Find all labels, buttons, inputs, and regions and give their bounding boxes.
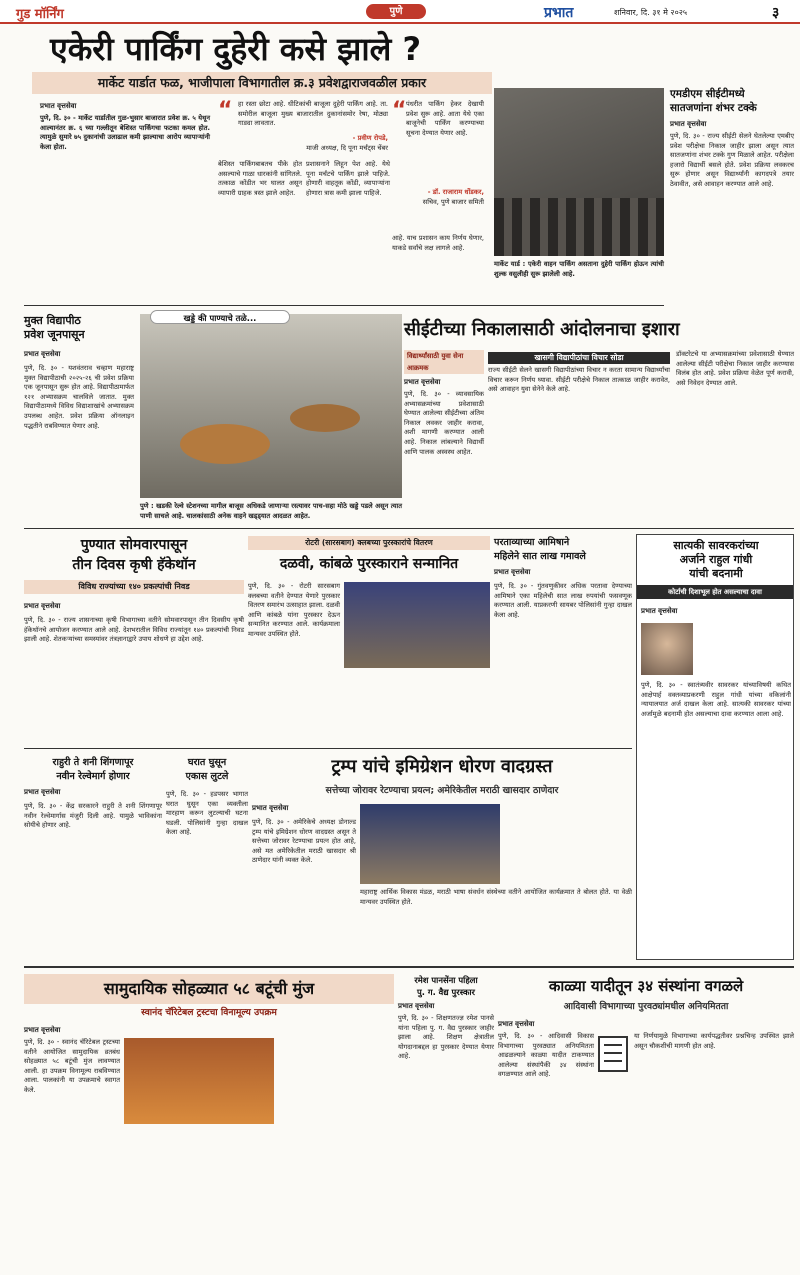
masthead [0, 0, 800, 24]
kali-headline: काळ्या यादीतून ३४ संस्थांना वगळले [548, 977, 744, 995]
rahuri-story [24, 752, 162, 962]
section-label: गुड मॉर्निंग [16, 7, 64, 22]
savarkar-bar: कोर्टाची दिशाभूल होत असल्याचा दावा [637, 585, 793, 599]
paratava-body: पुणे, दि. ३० - गुंतवणुकीवर अधिक परतावा देण्याच्या आमिषाने एका महिलेची सात लाख रुपयांची फसवणूक करण्यात आली. याप्रकरणी सायबर पोलिसांनी गुन्हा दाखल केला आहे. [494, 582, 632, 619]
samudayik-story [24, 972, 394, 1268]
checklist-icon-line [604, 1060, 622, 1062]
savarkar-headline-1: सात्यकी सावरकरांच्या [673, 539, 759, 552]
ghar-headline-1: घरात घुसून [187, 757, 227, 768]
rotary-top: रोटरी (सारसबाग) क्लबच्या पुरस्कारांचे वितरण [248, 536, 490, 550]
lead-col-a: बेशिस्त पार्किंगबाबतच पीके होत असल्याचे गाळा धारकांनी सांगितले. तत्काळ कोंडीत भर घालत असून व्यापारी ग्राहक त्रस्त झाले आहेत. [218, 160, 302, 197]
pothole-label: खड्डे की पाण्याचे तळे... [150, 310, 290, 324]
mukt-body: पुणे, दि. ३० - यशवंतराव चव्हाण महाराष्ट्र मुक्त विद्यापीठाची २०२५-२६ ची प्रवेश प्रक्रिया एक जूनपासून सुरू होत आहे. विद्यापीठामार्फत १२१ अभ्यासक्रम चालविले जातात. मुक्त विद्यापीठामध्ये विविध विद्याशाखांचे अभ्यासक्रम उपलब्ध आहेत. प्रवेश प्रक्रिया ऑनलाइन पद्धतीने राबविण्यात येणार आहे. [24, 364, 134, 430]
divider [24, 528, 794, 529]
checklist-icon-line [604, 1052, 622, 1054]
lead-photo-caption: मार्केट यार्ड : एकेरी वाहन पार्किंग असताना दुहेरी पार्किंग होऊन त्यांची शुल्क वसुलीही सुरू झालेली आहे. [494, 260, 664, 278]
lead-byline: प्रभात वृत्तसेवा [40, 102, 77, 110]
pothole-shape [180, 424, 270, 464]
mdm-byline: प्रभात वृत्तसेवा [670, 120, 707, 128]
lead-headline: एकेरी पार्किंग दुहेरी कसे झाले ? [50, 30, 422, 68]
trump-byline: प्रभात वृत्तसेवा [252, 804, 289, 812]
checklist-icon-line [604, 1044, 622, 1046]
quote-box-2 [392, 100, 484, 230]
cet-headline: सीईटीच्या निकालासाठी आंदोलनाचा इशारा [404, 319, 680, 340]
lead-subhead: मार्केट यार्डात फळ, भाजीपाला विभागातील क्र.३ प्रवेशद्वाराजवळील प्रकार [32, 72, 492, 94]
divider [24, 305, 664, 306]
savarkar-body: पुणे, दि. ३० - स्वातंत्र्यवीर सावरकर यांच्याविषयी कथित आक्षेपार्ह वक्तव्याप्रकरणी राहुल गांधी यांच्या वकिलांनी न्यायालयात अर्ज दाखल केला आहे. सात्यकी सावरकर यांच्या अर्जामुळे बदनामी होत असल्याचा दावा करण्यात आला आहे. [641, 681, 791, 718]
quote-role-2: सचिव, पुणे बाजार समिती [422, 198, 484, 206]
samudayik-photo [124, 1038, 274, 1124]
ghar-headline-2: एकास लुटले [185, 771, 229, 782]
ramesh-story [398, 972, 494, 1268]
quote-author-2: - डॉ. राजाराम धोंडकर, [427, 188, 484, 196]
rahul-gandhi-photo [641, 623, 693, 675]
savarkar-byline: प्रभात वृत्तसेवा [641, 607, 678, 615]
samudayik-byline: प्रभात वृत्तसेवा [24, 1026, 61, 1034]
kali-body-b: या निर्णयामुळे विभागाच्या कार्यपद्धतीवर प्रश्नचिन्ह उपस्थित झाले असून चौकशीची मागणी होत आहे. [634, 1032, 794, 1050]
krishi-headline-1: पुण्यात सोमवारपासून [80, 537, 188, 553]
cet-byline: प्रभात वृत्तसेवा [404, 378, 441, 386]
pothole-shape [290, 404, 360, 432]
rahuri-body: पुणे, दि. ३० - केंद्र सरकारने राहुरी ते शनी शिंगणापूर नवीन रेल्वेमार्गास मंजुरी दिली आहे. यामुळे भाविकांना सोयीचे होणार आहे. [24, 802, 162, 830]
rahuri-byline: प्रभात वृत्तसेवा [24, 788, 61, 796]
mdm-body: पुणे, दि. ३० - राज्य सीईटी सेलने घेतलेल्या एमबीए प्रवेश परीक्षेचा निकाल जाहीर झाला असून त्यात सातजणांना शंभर टक्के गुण मिळाले आहेत. परीक्षेला हजारो विद्यार्थी बसले होते. प्रवेश प्रक्रिया लवकरच सुरू होणार असून विद्यार्थ्यांनी कागदपत्रे तयार ठेवावीत, असे आवाहन करण्यात आले आहे. [670, 132, 794, 188]
kali-story [498, 972, 794, 1268]
mukt-headline-1: मुक्त विद्यापीठ [24, 314, 81, 327]
samudayik-headline: सामुदायिक सोहळ्यात ५८ बटूंची मुंज [24, 974, 394, 1004]
divider [24, 966, 794, 968]
quote-role-1: माजी अध्यक्ष, दि पूना मर्चंट्स चेंबर [306, 144, 388, 152]
page-number: ३ [772, 5, 780, 21]
quote-text-2: पंधरीत पार्किंग हेकर देखायी प्रवेश सुरू आहे. आता येथे एका बाजूनेची पार्किंग करण्याच्या सूचना देण्यात येणार आहे. [406, 100, 484, 137]
savarkar-headline-2: अर्जाने राहुल गांधी [679, 553, 753, 566]
rotary-story [248, 532, 490, 746]
city-tab: पुणे [366, 4, 426, 19]
ramesh-headline-2: पु. ग. वैद्य पुरस्कार [417, 987, 475, 997]
mukt-byline: प्रभात वृत्तसेवा [24, 350, 61, 358]
brand-logo: प्रभात [544, 5, 574, 21]
trump-sub: सत्तेच्या जोरावर रेटण्याचा प्रयत्न; अमेरिकेतील मराठी खासदार ठाणेदार [325, 785, 559, 796]
mdm-cet-story [670, 88, 794, 338]
lead-col-b: प्रशासनाने लिहून पेश आहे. येथे पूना मर्चंटचे पार्किंग झाले पाहिजे. होणारी वाहतूक कोंडी, व्यापाऱ्यांना होणारा त्रास कमी झाला पाहिजे. [306, 160, 390, 197]
krishi-body: पुणे, दि. ३० - राज्य शासनाच्या कृषी विभागाच्या वतीने सोमवारपासून तीन दिवसीय कृषी हॅकेथॉनचे आयोजन करण्यात आले आहे. देशभरातील विविध राज्यांतून १४० प्रकल्पांची निवड झाली आहे. शेतकऱ्यांच्या समस्यांवर तंत्रज्ञानाद्वारे उपाय शोधणे हा उद्देश आहे. [24, 616, 244, 644]
lead-intro: पुणे, दि. ३० - मार्केट यार्डातील गुळ-भुसार बाजारात प्रवेश क्र. ५ येथून आल्यानंतर क्र. ६ च्या गल्लीतून बेशिस्त पार्किंगचा फटका कमल होत. त्यामुळे सुमारे ७५ दुकानांची उलाढाल कमी झाल्याचा आरोप व्यापाऱ्यांनी केला होता. [40, 114, 210, 151]
kali-body-a: पुणे, दि. ३० - आदिवासी विकास विभागाच्या पुरवठ्यात अनियमितता आढळल्याने काळ्या यादीत टाकण्यात आलेल्या संस्थांपैकी ३४ संस्थांना वगळण्यात आले आहे. [498, 1032, 594, 1079]
cet-bar: खासगी विद्यापीठांचा विचार सोडा [488, 352, 670, 364]
mdm-headline-2: सातजणांना शंभर टक्के [670, 102, 757, 114]
mukt-story [24, 310, 134, 520]
paratava-headline-2: महिलेने सात लाख गमावले [494, 551, 586, 562]
mukt-headline-2: प्रवेश जूनपासून [24, 328, 85, 341]
rahuri-headline-1: राहुरी ते शनी शिंगणापूर [52, 757, 134, 768]
cet-body-c: डॉक्टरेटचे या अभ्यासक्रमांच्या प्रवेशासाठी घेण्यात आलेल्या सीईटी परीक्षेचा निकाल जाहीर करण्यास विलंब होत आहे. प्रवेश प्रक्रिया वेळेत पूर्ण करावी, असे निवेदन देण्यात आले. [676, 350, 794, 387]
paratava-byline: प्रभात वृत्तसेवा [494, 568, 531, 576]
trump-event-photo [360, 804, 500, 884]
cet-story [404, 350, 794, 520]
trump-body-b: महाराष्ट्र आर्थिक विकास मंडळ, मराठी भाषा संवर्धन संस्थेच्या वतीने आयोजित कार्यक्रमात ते बोलत होते. या वेळी मान्यवर उपस्थित होते. [360, 888, 632, 906]
lead-story [40, 28, 484, 252]
savarkar-headline-3: यांची बदनामी [689, 567, 743, 580]
pothole-caption: पुणे : खडकी रेल्वे स्टेशनच्या मागील बाजूस अधिकडे जाणाऱ्या रस्त्यावर पाच-सहा मोठे खड्डे पडले असून त्यात पाणी साचले आहे. चालकांसाठी अनेक वाहने खड्ड्यात आदळत आहेत. [140, 502, 402, 520]
cet-side-tag: विद्यार्थ्यांसाठी युवा सेना आक्रमक [404, 350, 484, 374]
kali-byline: प्रभात वृत्तसेवा [498, 1020, 535, 1028]
rahuri-headline-2: नवीन रेल्वेमार्ग होणार [56, 771, 130, 782]
mdm-headline-1: एमडीएम सीईटीमध्ये [670, 88, 745, 100]
ghar-body: पुणे, दि. ३० - हडपसर भागात घरात घुसून एका व्यक्तीला मारहाण करून लुटल्याची घटना घडली. पोलिसांनी गुन्हा दाखल केला आहे. [166, 790, 248, 837]
pothole-photo [140, 314, 402, 498]
trump-story [252, 752, 632, 962]
ramesh-body: पुणे, दि. ३० - शिक्षणतज्ज्ञ रमेश पानसे यांना पहिला पु. ग. वैद्य पुरस्कार जाहीर झाला आहे. शिक्षण क्षेत्रातील योगदानाबद्दल हा पुरस्कार देण्यात येणार आहे. [398, 1014, 494, 1061]
savarkar-story [636, 534, 794, 960]
krishi-byline: प्रभात वृत्तसेवा [24, 602, 61, 610]
checklist-icon [598, 1036, 628, 1072]
quote-text-1: हा रस्ता छोटा आहे. धीटिकांची बाजूला दुहेरी पार्किंग आहे. ता. समोरील बाजूला मुख्य बाजारातील दुकानांसमोर रेषा, मोठ्या गाड्या लावतात. [238, 100, 388, 128]
ramesh-headline-1: रमेश पानसेंना पहिला [414, 975, 478, 985]
quote-box-1 [218, 100, 388, 154]
cet-body-b: राज्य सीईटी सेलने खासगी विद्यापीठांच्या विचार न करता सामान्य विद्यार्थ्यांचा विचार करून निर्णय घ्यावा. सीईटी परीक्षेचे निकाल तात्काळ जाहीर करावेत, असे आवाहन युवा सेनेने केले आहे. [488, 366, 670, 394]
krishi-headline-2: तीन दिवस कृषी हॅकेथॉन [72, 557, 196, 573]
trump-body-a: पुणे, दि. ३० - अमेरिकेचे अध्यक्ष डोनाल्ड ट्रम्प यांचे इमिग्रेशन धोरण वादग्रस्त असून ते सत्तेच्या जोरावर रेटण्याचा प्रयत्न होत आहे, असे मत अमेरिकेतील मराठी खासदार श्री ठाणेदार यांनी व्यक्त केले. [252, 818, 356, 865]
lead-col-c: आहे. याच प्रशासन काय निर्णय घेणार, याकडे सर्वांचे लक्ष लागले आहे. [392, 234, 484, 252]
issue-date: शनिवार, दि. ३१ मे २०२५ [614, 8, 688, 17]
kali-sub: आदिवासी विभागाच्या पुरवठ्यांमधील अनियमितता [563, 1001, 729, 1012]
lead-photo [494, 88, 664, 256]
rotary-headline: दळवी, कांबळे पुरस्काराने सन्मानित [279, 556, 459, 572]
paratava-headline-1: परताव्याच्या आमिषाने [494, 537, 570, 548]
samudayik-body: पुणे, दि. ३० - स्वानंद चॅरिटेबल ट्रस्टच्या वतीने आयोजित सामुदायिक व्रतबंध सोहळ्यात ५८ बटूंची मुंज लावण्यात आली. हा उपक्रम विनामूल्य राबविण्यात आला. पालकांनी या उपक्रमाचे स्वागत केले. [24, 1038, 120, 1094]
ramesh-byline: प्रभात वृत्तसेवा [398, 1002, 435, 1010]
parked-bikes-shape [494, 198, 664, 256]
paratava-story [494, 532, 632, 746]
quote-mark-icon: “ [392, 98, 407, 123]
quote-mark-icon: “ [218, 98, 233, 123]
divider [24, 748, 632, 749]
krishi-sub: विविध राज्यांच्या १४० प्रकल्पांची निवड [24, 580, 244, 594]
trump-headline: ट्रम्प यांचे इमिग्रेशन धोरण वादग्रस्त [331, 756, 553, 777]
cet-body-a: पुणे, दि. ३० - व्यावसायिक अभ्यासक्रमांच्या प्रवेशासाठी घेण्यात आलेल्या सीईटीच्या अंतिम निकाल लवकर जाहीर करावा, अशी मागणी करण्यात आली आहे. निकाल लांबल्याने विद्यार्थी आणि पालक अस्वस्थ आहेत. [404, 390, 484, 456]
quote-author-1: - प्रवीण रोपडे, [352, 134, 388, 142]
ghar-story [166, 752, 248, 962]
rotary-photo [344, 582, 490, 668]
samudayik-sub: स्वानंद चॅरिटेबल ट्रस्टचा विनामूल्य उपक्रम [141, 1007, 277, 1018]
rotary-body: पुणे, दि. ३० - रोटरी सारसबाग क्लबच्या वतीने देण्यात येणारे पुरस्कार वितरण समारंभ उत्साहात झाला. दळवी आणि कांबळे यांना पुरस्कार देऊन सन्मानित करण्यात आले. कार्यक्रमाला मान्यवर उपस्थित होते. [248, 582, 340, 638]
krishi-story [24, 532, 244, 746]
